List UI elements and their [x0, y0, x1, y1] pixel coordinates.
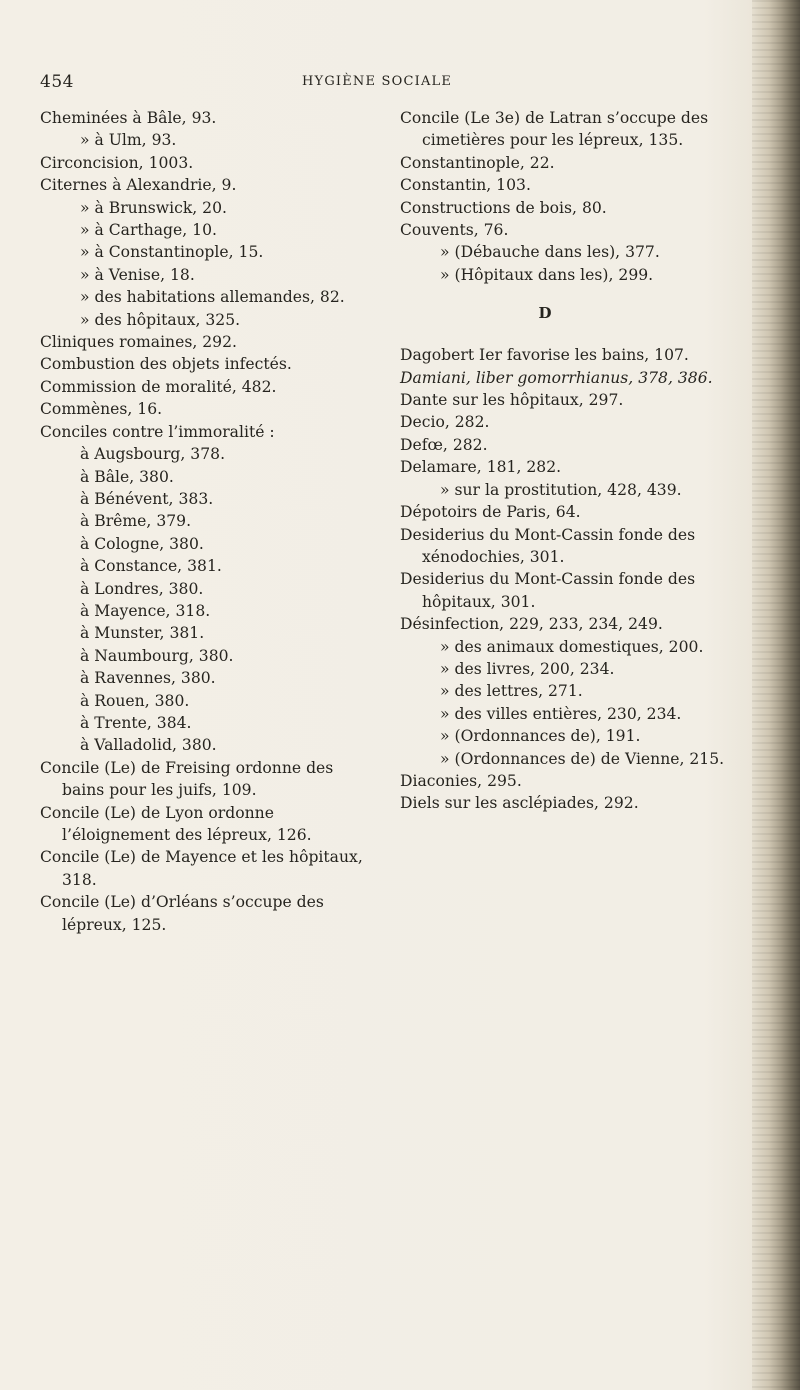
index-entry: à Mayence, 318. — [80, 601, 211, 620]
index-entry: Citernes à Alexandrie, 9. — [40, 176, 237, 195]
index-entry: Decio, 282. — [400, 413, 490, 432]
index-entry: » des animaux domestiques, 200. — [440, 637, 704, 656]
index-entry: Diaconies, 295. — [400, 771, 522, 790]
index-entry: Constantinople, 22. — [400, 153, 555, 172]
index-entry: » à Ulm, 93. — [80, 131, 177, 150]
index-entry: » à Carthage, 10. — [80, 221, 217, 240]
section-letter-d: D — [538, 304, 552, 323]
index-entry: à Bâle, 380. — [80, 467, 174, 486]
index-entry: Couvents, 76. — [400, 221, 509, 240]
index-entry: à Bénévent, 383. — [80, 489, 214, 508]
index-entry: » des habitations allemandes, 82. — [80, 288, 345, 307]
index-entry: » des hôpitaux, 325. — [80, 310, 241, 329]
index-entry: Constantin, 103. — [400, 176, 531, 195]
index-entry: Delamare, 181, 282. — [400, 458, 562, 477]
index-entry: » sur la prostitution, 428, 439. — [440, 480, 682, 499]
index-entry: Désinfection, 229, 233, 234, 249. — [400, 615, 663, 634]
index-entry: Conciles contre l’immoralité : — [40, 422, 275, 441]
index-entry: » (Ordonnances de), 191. — [440, 727, 641, 746]
index-entry: » des livres, 200, 234. — [440, 659, 615, 678]
page-header — [40, 72, 740, 96]
index-entry: » à Venise, 18. — [80, 265, 195, 284]
index-entry: à Brême, 379. — [80, 512, 192, 531]
index-entry: Dépotoirs de Paris, 64. — [400, 503, 581, 522]
index-entry: Cliniques romaines, 292. — [40, 333, 237, 352]
index-entry: à Londres, 380. — [80, 579, 204, 598]
index-entry: Concile (Le) de Lyon ordonne l’éloignement des lépreux, 126. — [40, 803, 312, 844]
index-entry: à Cologne, 380. — [80, 534, 204, 553]
index-entry: Circoncision, 1003. — [40, 153, 194, 172]
index-entry: à Rouen, 380. — [80, 691, 190, 710]
index-entry: Cheminées à Bâle, 93. — [40, 109, 217, 127]
index-entry: Commission de moralité, 482. — [40, 377, 277, 396]
index-column-right — [400, 107, 730, 815]
index-section-c-continued — [400, 107, 730, 286]
index-entry: Dante sur les hôpitaux, 297. — [400, 391, 624, 410]
index-entry: » à Constantinople, 15. — [80, 243, 264, 262]
page-edge-binding — [752, 0, 800, 1390]
index-entry: Diels sur les asclépiades, 292. — [400, 794, 639, 813]
index-entry: Commènes, 16. — [40, 400, 163, 419]
index-entry: à Trente, 384. — [80, 713, 192, 732]
index-entry: Desiderius du Mont-Cassin fonde des hôpitaux, 301. — [400, 570, 696, 611]
index-section-d — [400, 344, 730, 815]
page-number: 454 — [40, 72, 74, 92]
index-entry: » des villes entières, 230, 234. — [440, 704, 682, 723]
index-entry: à Naumbourg, 380. — [80, 646, 234, 665]
running-head: HYGIÈNE SOCIALE — [302, 74, 453, 89]
index-entry: » (Ordonnances de) de Vienne, 215. — [440, 749, 725, 768]
index-entry: Combustion des objets infectés. — [40, 355, 292, 374]
index-entry: à Augsbourg, 378. — [80, 445, 226, 464]
index-entry: à Valladolid, 380. — [80, 736, 217, 755]
index-entry: Concile (Le 3e) de Latran s’occupe des cimetières pour les lépreux, 135. — [400, 109, 709, 150]
index-entry: » des lettres, 271. — [440, 682, 583, 701]
index-entry: » (Débauche dans les), 377. — [440, 243, 660, 262]
index-entry: » (Hôpitaux dans les), 299. — [440, 265, 654, 284]
index-entry: à Constance, 381. — [80, 557, 222, 576]
index-column-left — [40, 107, 370, 936]
index-entry: à Munster, 381. — [80, 624, 205, 643]
index-entry: Concile (Le) de Freising ordonne des bains pour les juifs, 109. — [40, 758, 334, 800]
index-entry: Desiderius du Mont-Cassin fonde des xénodochies, 301. — [400, 525, 696, 566]
index-entry: » à Brunswick, 20. — [80, 198, 227, 217]
index-entry: Defœ, 282. — [400, 435, 488, 454]
index-entry: Constructions de bois, 80. — [400, 198, 607, 217]
index-entry: à Ravennes, 380. — [80, 669, 216, 688]
index-entry: Damiani, liber gomorrhianus, 378, 386. — [400, 368, 713, 387]
index-entry: Dagobert Ier favorise les bains, 107. — [400, 346, 689, 365]
index-entry: Concile (Le) d’Orléans s’occupe des lépreux, 125. — [40, 893, 324, 934]
index-entry: Concile (Le) de Mayence et les hôpitaux, 318. — [40, 848, 363, 889]
